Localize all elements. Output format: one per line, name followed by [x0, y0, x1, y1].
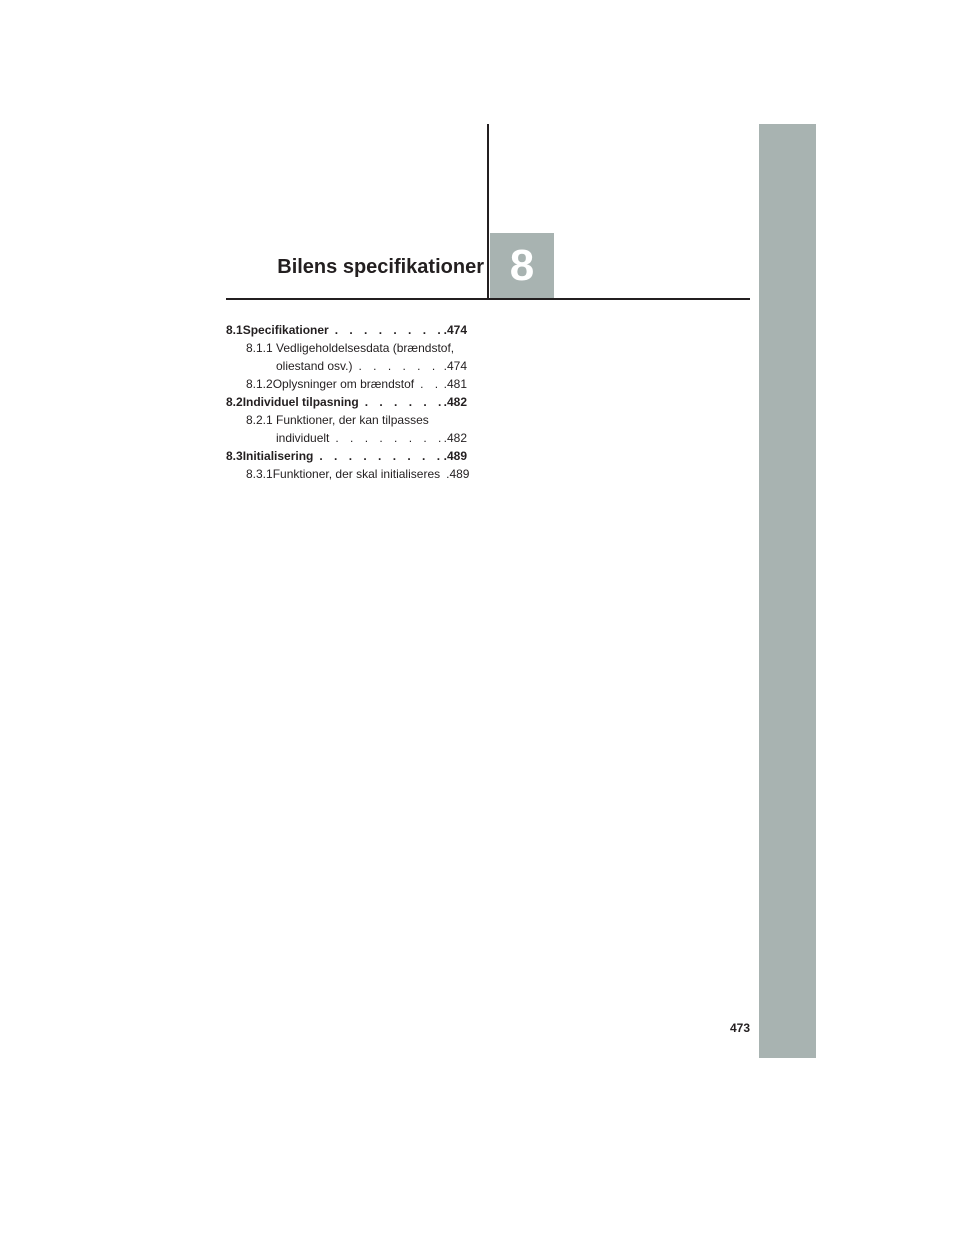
toc-entry-8-3-1[interactable]	[246, 465, 470, 483]
toc-page: .489	[443, 449, 467, 463]
toc-page: .482	[443, 431, 467, 445]
chapter-side-tab	[759, 124, 816, 1058]
toc-label: Vedligeholdelsesdata (brændstof,	[276, 341, 455, 355]
toc-entry-8-2-1-continued[interactable]	[276, 429, 467, 447]
chapter-title: Bilens specifikationer	[277, 256, 484, 278]
header-vertical-rule	[487, 124, 489, 300]
toc-label: Funktioner, der kan tilpasses	[276, 413, 429, 427]
toc-entry-8-3[interactable]	[226, 447, 467, 465]
dot-leader	[352, 357, 443, 375]
toc-number: 8.3	[226, 449, 243, 463]
toc-entry-8-1-1[interactable]	[246, 339, 467, 357]
toc-label: Individuel tilpasning	[242, 395, 359, 409]
chapter-number-box: 8	[490, 233, 554, 298]
dot-leader	[329, 321, 444, 339]
toc-page: .474	[443, 323, 467, 337]
header-horizontal-rule	[226, 298, 750, 300]
toc-label: Specifikationer	[242, 323, 329, 337]
toc-number: 8.1.1	[246, 341, 273, 355]
dot-leader	[313, 447, 443, 465]
toc-page: .482	[443, 395, 467, 409]
dot-leader	[359, 393, 444, 411]
page-number: 473	[729, 1021, 750, 1035]
toc-entry-8-1[interactable]	[226, 321, 467, 339]
toc-number: 8.3.1	[246, 467, 273, 481]
toc-number: 8.2	[226, 395, 243, 409]
toc-label-continued: oliestand osv.)	[276, 359, 353, 373]
toc-label: Funktioner, der skal initialiseres	[272, 467, 441, 481]
toc-entry-8-2[interactable]	[226, 393, 467, 411]
toc-entry-8-1-1-continued[interactable]	[276, 357, 467, 375]
toc-number: 8.1.2	[246, 377, 273, 391]
dot-leader	[414, 375, 444, 393]
toc-page: .481	[443, 377, 467, 391]
dot-leader	[329, 429, 443, 447]
toc-number: 8.2.1	[246, 413, 273, 427]
toc-number: 8.1	[226, 323, 243, 337]
toc-entry-8-1-2[interactable]	[246, 375, 467, 393]
toc-entry-8-2-1[interactable]	[246, 411, 467, 429]
toc-page: .474	[443, 359, 467, 373]
toc-label-continued: individuelt	[276, 431, 330, 445]
toc-page: .489	[446, 467, 470, 481]
toc-label: Oplysninger om brændstof	[272, 377, 415, 391]
toc-label: Initialisering	[242, 449, 314, 463]
